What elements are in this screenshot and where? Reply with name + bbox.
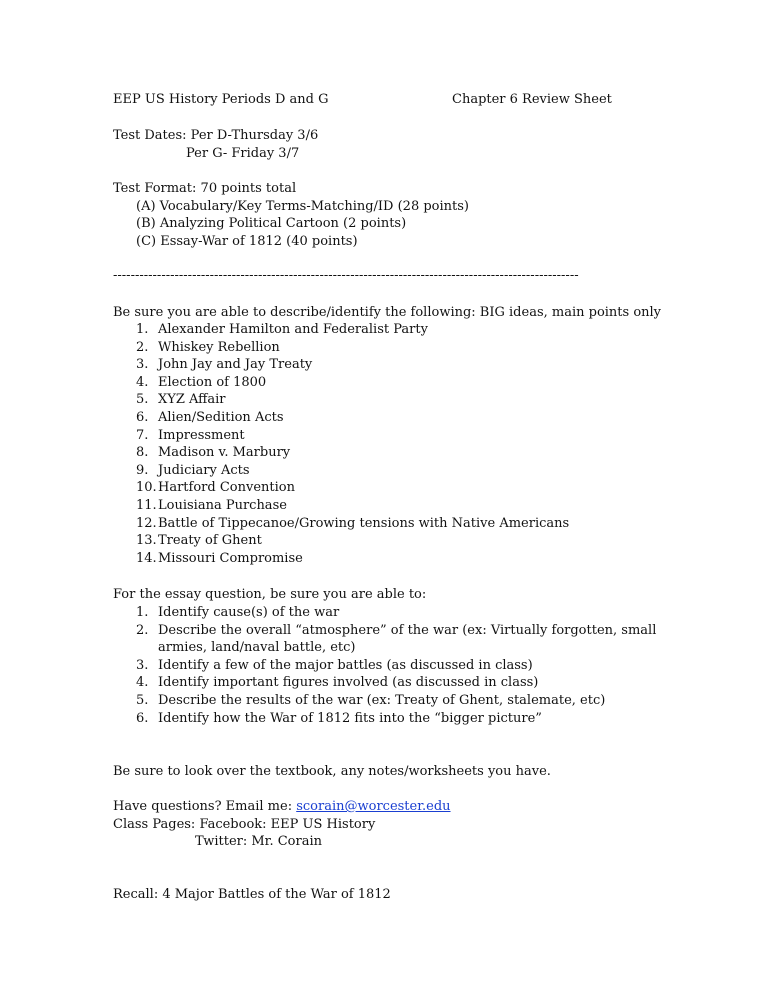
- questions-line: [113, 798, 451, 816]
- list-item: [113, 339, 569, 357]
- list-item: [113, 479, 569, 497]
- list-item-text: Judiciary Acts: [158, 462, 250, 478]
- list-item-number: 1.: [136, 322, 149, 337]
- list-item-text: Treaty of Ghent: [158, 533, 262, 549]
- list-item: [113, 657, 658, 675]
- list-item-number: 3.: [136, 357, 149, 373]
- list-item-number: 13.: [136, 533, 157, 549]
- list-item-text: Alexander Hamilton and Federalist Party: [158, 322, 428, 337]
- list-item: [113, 674, 658, 692]
- list-item-text: Identify important figures involved (as discussed in class): [158, 675, 539, 691]
- recall-line: Recall: 4 Major Battles of the War of 1812: [113, 887, 391, 902]
- identify-intro: Be sure you are able to describe/identify the following: BIG ideas, main points only: [113, 305, 662, 320]
- email-link[interactable]: scorain@worcester.edu: [296, 799, 451, 814]
- divider-line: ----------------------------------------------------------------------------------------------------------: [113, 268, 579, 283]
- list-item: [113, 391, 569, 409]
- list-item: [113, 710, 658, 728]
- test-dates-second-line: Per G- Friday 3/7: [186, 146, 300, 161]
- list-item-text: Identify cause(s) of the war: [158, 605, 340, 620]
- list-item-number: 10.: [136, 480, 157, 496]
- list-item-text: Battle of Tippecanoe/Growing tensions with Native Americans: [158, 515, 570, 531]
- list-item: [113, 604, 658, 622]
- test-dates-line: Test Dates: Per D-Thursday 3/6: [113, 128, 319, 143]
- list-item-number: 12.: [136, 515, 157, 531]
- list-item-text: Describe the results of the war (ex: Treaty of Ghent, stalemate, etc): [158, 692, 606, 708]
- list-item: [113, 515, 569, 533]
- list-item-number: 11.: [136, 497, 157, 513]
- look-over-line: Be sure to look over the textbook, any notes/worksheets you have.: [113, 764, 551, 779]
- identify-list: [113, 321, 569, 567]
- list-item-number: 5.: [136, 692, 149, 708]
- list-item-text: XYZ Affair: [158, 392, 226, 408]
- list-item-number: 2.: [136, 339, 149, 355]
- list-item-number: 7.: [136, 427, 149, 443]
- list-item-text: Election of 1800: [158, 374, 267, 390]
- class-pages-line: Class Pages: Facebook: EEP US History: [113, 817, 376, 832]
- test-format-part-a: (A) Vocabulary/Key Terms-Matching/ID (28 points): [136, 199, 470, 214]
- list-item-text: Missouri Compromise: [158, 550, 303, 566]
- list-item-number: 14.: [136, 550, 157, 566]
- essay-list: [113, 604, 658, 727]
- list-item-number: 4.: [136, 374, 149, 390]
- list-item: [113, 356, 569, 374]
- twitter-line: Twitter: Mr. Corain: [195, 834, 322, 849]
- list-item: [113, 550, 569, 568]
- list-item-number: 6.: [136, 710, 149, 726]
- list-item-number: 3.: [136, 657, 149, 673]
- list-item-text: Describe the overall “atmosphere” of the war (ex: Virtually forgotten, small armies, land/naval battle, etc): [158, 622, 657, 656]
- list-item-text: Hartford Convention: [158, 480, 295, 496]
- chapter-title: Chapter 6 Review Sheet: [452, 92, 612, 107]
- list-item-number: 2.: [136, 622, 149, 638]
- list-item: [113, 532, 569, 550]
- list-item-text: Impressment: [158, 427, 245, 443]
- list-item-number: 9.: [136, 462, 149, 478]
- list-item-number: 8.: [136, 445, 149, 461]
- list-item-number: 6.: [136, 409, 149, 425]
- list-item: [113, 427, 569, 445]
- list-item: [113, 321, 569, 339]
- list-item: [113, 692, 658, 710]
- list-item: [113, 497, 569, 515]
- list-item-text: Identify a few of the major battles (as discussed in class): [158, 657, 533, 673]
- list-item-text: John Jay and Jay Treaty: [158, 357, 313, 373]
- list-item-text: Identify how the War of 1812 fits into the “bigger picture”: [158, 710, 542, 726]
- list-item-number: 5.: [136, 392, 149, 408]
- questions-label: Have questions? Email me:: [113, 799, 297, 814]
- list-item: [113, 622, 658, 657]
- list-item: [113, 374, 569, 392]
- course-title: EEP US History Periods D and G: [113, 92, 329, 107]
- list-item-text: Louisiana Purchase: [158, 497, 287, 513]
- essay-intro: For the essay question, be sure you are able to:: [113, 587, 427, 602]
- list-item-text: Alien/Sedition Acts: [158, 409, 284, 425]
- list-item-number: 1.: [136, 605, 149, 620]
- list-item: [113, 409, 569, 427]
- list-item-text: Madison v. Marbury: [158, 445, 291, 461]
- list-item: [113, 462, 569, 480]
- list-item-text: Whiskey Rebellion: [158, 339, 280, 355]
- list-item-number: 4.: [136, 675, 149, 691]
- test-format-part-c: (C) Essay-War of 1812 (40 points): [136, 234, 358, 249]
- list-item: [113, 444, 569, 462]
- test-format-part-b: (B) Analyzing Political Cartoon (2 points): [136, 216, 407, 231]
- test-format-line: Test Format: 70 points total: [113, 181, 297, 196]
